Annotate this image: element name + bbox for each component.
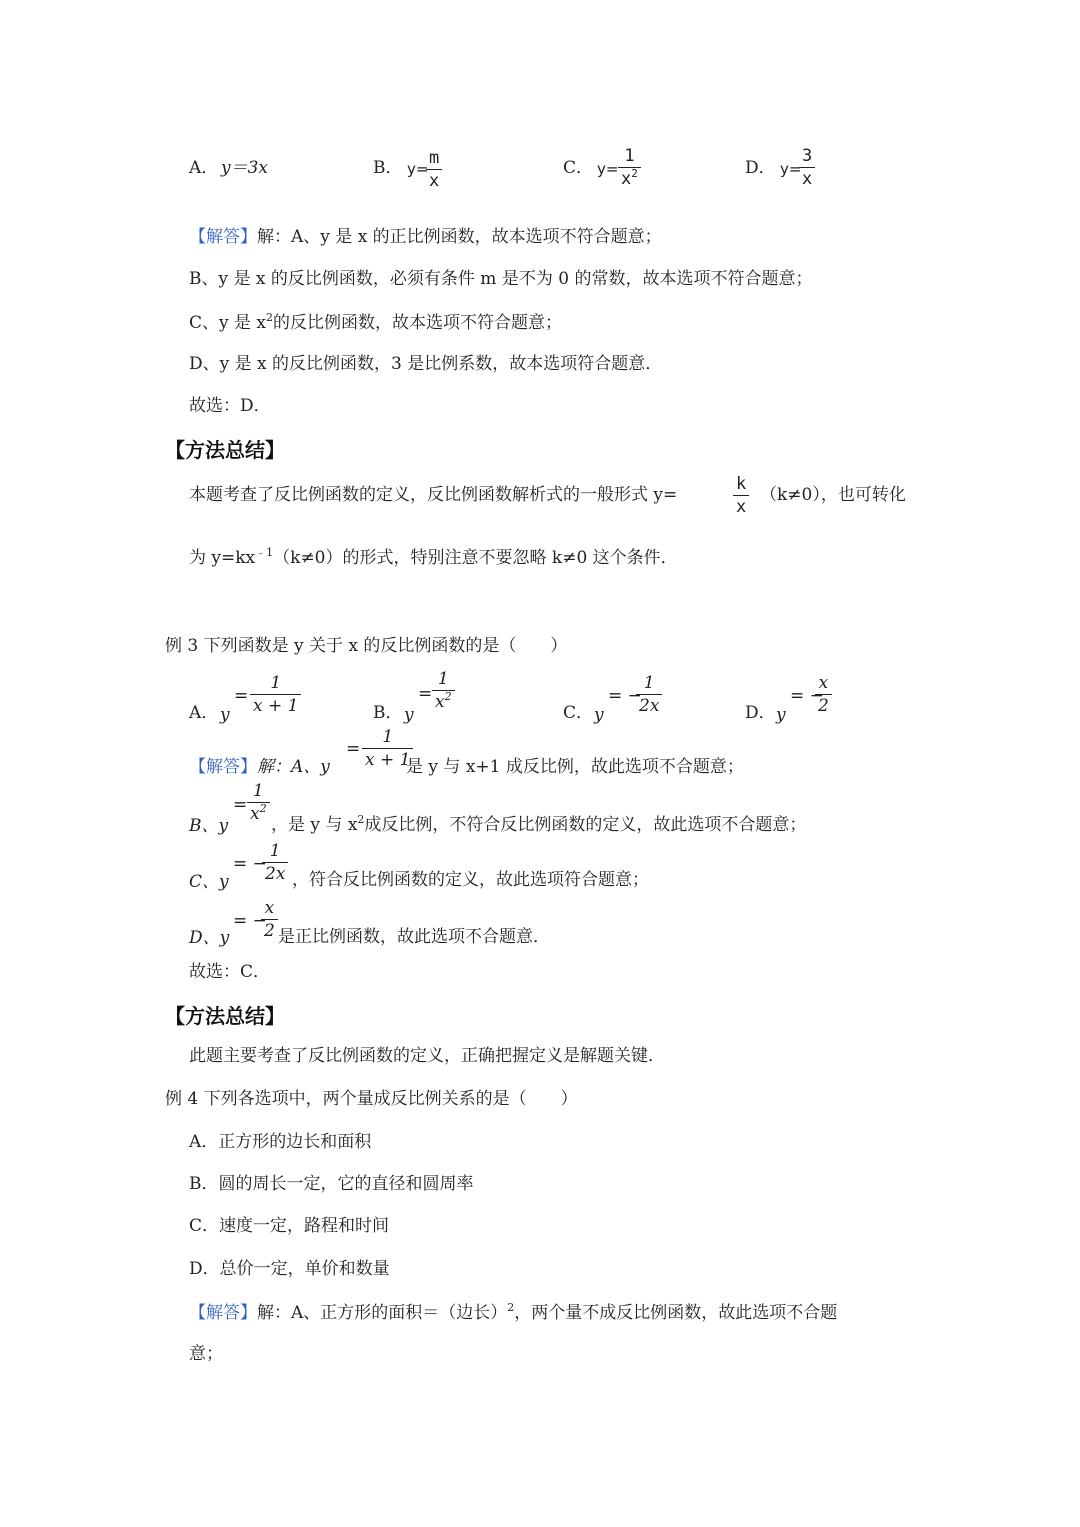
ex2-option-c-label: C． [563,158,594,178]
ex2-option-b-y: y= [407,160,429,178]
ex4-question: 例 4 下列各选项中，两个量成反比例关系的是（ ） [165,1089,578,1109]
ex3-option-d-eq: = − [790,686,824,706]
fraction-numerator: 1 [643,673,655,693]
fraction-numerator: x [264,898,275,918]
ex4-option-d: D．总价一定，单价和数量 [189,1259,390,1279]
fraction-numerator: k [736,474,747,494]
ex3-option-a-y: y [220,705,230,725]
ex3-answer-b-eq: = [233,795,248,815]
ex4-option-a: A．正方形的边长和面积 [189,1132,372,1152]
ex2-option-a-expr: y＝3x [221,158,269,178]
ex2-option-c-y: y= [597,160,619,178]
ex3-option-c-fraction [636,675,662,715]
fraction-denominator: x [426,169,442,190]
ex2-summary-fraction [733,476,749,516]
ex3-answer-c-fraction [262,843,288,883]
ex3-option-b-eq: = [418,684,433,704]
ex2-summary-line2 [189,546,678,568]
fraction-numerator: 3 [802,146,813,166]
answer-text: 解：A、y 是 x 的正比例函数，故本选项不符合题意； [257,227,662,247]
ex3-answer-c-post: ，符合反比例函数的定义，故此选项符合题意； [292,870,649,890]
ex3-option-d-fraction [815,675,832,715]
ex3-answer-b-fraction [247,783,270,823]
denominator-exponent: 2 [631,167,638,180]
fraction-denominator: 2 [815,694,832,715]
ex2-option-d-fraction [799,148,815,188]
ex3-answer-c-eq: = − [233,854,267,874]
denominator-base: x [621,169,632,189]
ex2-option-b-fraction [426,150,442,190]
ex3-answer-d-post: 是正比例函数，故此选项不合题意． [278,927,550,947]
ex3-option-a-label: A． [189,703,219,723]
ex2-summary-title: 【方法总结】 [165,438,285,462]
ex2-summary-line1 [189,487,677,504]
ex4-option-b: B．圆的周长一定，它的直径和圆周率 [189,1174,474,1194]
ex3-option-c-eq: = − [608,686,642,706]
ex2-answer-line4: D、y 是 x 的反比例函数，3 是比例系数，故本选项符合题意． [189,354,663,374]
denominator-exponent: 2 [444,690,452,703]
answer-text-a: 解：A、正方形的面积＝（边长） [257,1303,508,1323]
ex3-answer-b-post [271,813,807,835]
post-text-b: 成反比例，不符合反比例函数的定义，故此选项不合题意； [364,815,807,835]
fraction-denominator: x + 1 [362,748,413,769]
fraction-denominator: 2x [262,862,288,883]
ex3-option-d-label: D． [745,703,776,723]
fraction-numerator: x [818,673,829,693]
exponent: 2 [507,1301,515,1314]
ex3-summary-title: 【方法总结】 [165,1004,285,1028]
ex3-option-c-label: C． [563,703,594,723]
ex3-option-c-y: y [594,705,604,725]
ex3-summary: 此题主要考查了反比例函数的定义，正确把握定义是解题关键． [189,1046,665,1066]
ex3-answer-c-pre: C、y [189,872,229,892]
denominator-exponent: 2 [259,802,267,815]
ex4-answer-line2: 意； [189,1344,223,1364]
ex3-question: 例 3 下列函数是 y 关于 x 的反比例函数的是（ ） [165,636,568,656]
fraction-denominator: 2 [261,919,278,940]
ex3-answer-a-pre [189,759,330,776]
ex2-option-a-label: A． [189,158,219,178]
ex3-answer-d-pre: D、y [189,928,230,948]
line-text-b: 的反比例函数，故本选项不符合题意； [273,313,563,333]
fraction-numerator: 1 [269,841,281,861]
summary-text-d: （k≠0）的形式，特别注意不要忽略 k≠0 这个条件． [273,548,678,568]
fraction-numerator: 1 [252,781,264,801]
exponent: 2 [266,311,274,324]
fraction-denominator [247,802,270,823]
fraction-numerator: 1 [270,673,282,693]
fraction-denominator [432,690,455,711]
fraction-denominator: x [733,495,749,516]
ex3-answer-a-post: 是 y 与 x+1 成反比例，故此选项不合题意； [406,757,744,777]
denominator-base: x [250,804,260,824]
fraction-denominator: x [799,167,815,188]
fraction-numerator: 1 [624,146,635,166]
ex3-answer-d-fraction [261,900,278,940]
line-text-a: C、y 是 x [189,313,267,333]
ex3-option-b-fraction [432,671,455,711]
ex4-answer-line1 [189,1301,838,1323]
ex3-option-d-y: y [776,705,786,725]
exponent: ﹣1 [255,546,274,559]
ex2-summary-text-b: （k≠0），也可转化 [760,485,906,505]
ex3-option-a-fraction [250,675,301,715]
fraction-denominator: x + 1 [250,694,301,715]
denominator-base: x [435,692,445,712]
ex3-answer-d-eq: = − [233,911,267,931]
ex3-answer-a-eq: = [346,739,361,759]
answer-text-b: ，两个量不成反比例函数，故此选项不合题 [514,1303,838,1323]
answer-tag: 【解答】 [189,757,257,777]
ex2-answer-line3 [189,311,563,333]
fraction-numerator: 1 [382,727,394,747]
answer-tag: 【解答】 [189,227,257,247]
fraction-denominator [618,167,641,188]
post-text-a: ，是 y 与 x [271,815,358,835]
ex2-option-b-label: B． [373,158,403,178]
ex2-option-c-fraction [618,148,641,188]
summary-text-a: 本题考查了反比例函数的定义，反比例函数解析式的一般形式 y= [189,485,678,505]
answer-text: 解：A、y [257,757,330,777]
ex3-answer-b-pre: B、y [189,816,229,836]
ex2-option-d-y: y= [780,160,802,178]
fraction-numerator: m [429,148,440,168]
ex2-choice: 故选：D． [189,396,271,416]
ex3-option-b-y: y [404,705,414,725]
summary-text-c: 为 y=kx [189,548,256,568]
ex2-answer-line1 [189,229,662,246]
ex2-answer-line2: B、y 是 x 的反比例函数，必须有条件 m 是不为 0 的常数，故本选项不符合题意； [189,269,813,289]
ex3-option-a-eq: = [234,686,249,706]
fraction-denominator: 2x [636,694,662,715]
fraction-numerator: 1 [437,669,449,689]
answer-tag: 【解答】 [189,1303,257,1323]
exponent: 2 [357,813,365,826]
ex2-option-d-label: D． [745,158,776,178]
ex3-option-b-label: B． [373,703,403,723]
ex4-option-c: C．速度一定，路程和时间 [189,1216,390,1236]
ex3-choice: 故选：C． [189,962,271,982]
